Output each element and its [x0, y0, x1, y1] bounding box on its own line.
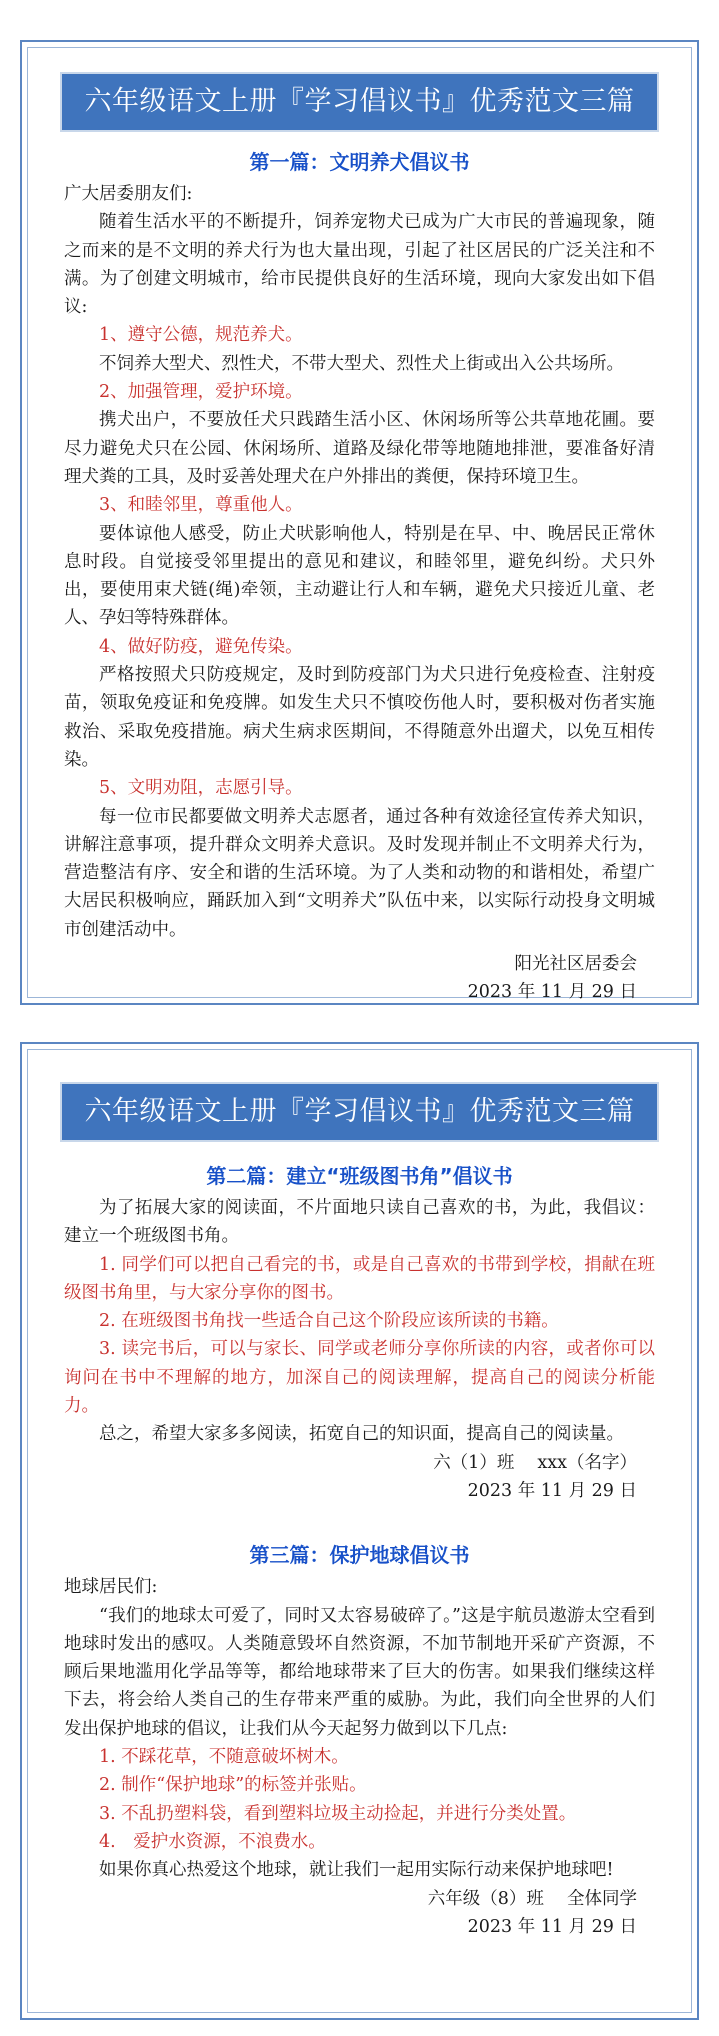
- section-spacer: [64, 1505, 655, 1535]
- article-1-paragraph-5: 每一位市民都要做文明养犬志愿者，通过各种有效途径宣传养犬知识，讲解注意事项，提升群众文明养犬意识。及时发现并制止不文明养犬行为，营造整洁有序、安全和谐的生活环境。为了人类和动物的和谐相处，希望广大居民积极响应，踊跃加入到“文明养犬”队伍中来，以实际行动投身文明城市创建活动中。: [64, 806, 655, 940]
- article-3-title: 第三篇：保护地球倡议书: [249, 1543, 470, 1568]
- article-1-paragraph-1: 不饲养大型犬、烈性犬，不带大型犬、烈性犬上街或出入公共场所。: [99, 353, 624, 374]
- article-2-item-2: 2. 在班级图书角找一些适合自己这个阶段应该所读的书籍。: [99, 1311, 559, 1332]
- article-3-item-2: 2. 制作“保护地球”的标签并张贴。: [99, 1775, 367, 1796]
- article-2-date: 2023 年 11 月 29 日: [467, 1480, 637, 1501]
- article-1-title: 第一篇：文明养犬倡议书: [249, 150, 470, 174]
- page-card-2: [20, 1042, 699, 2020]
- page-title-banner: 六年级语文上册『学习倡议书』优秀范文三篇: [60, 72, 659, 132]
- article-1-signer: 阳光社区居委会: [514, 954, 637, 975]
- article-2-signer: 六（1）班 xxx（名字）: [433, 1452, 637, 1473]
- article-1-greeting: 广大居委朋友们:: [64, 184, 193, 204]
- article-3-item-1: 1. 不踩花草，不随意破坏树木。: [99, 1747, 349, 1768]
- page-title-banner: 六年级语文上册『学习倡议书』优秀范文三篇: [60, 1082, 659, 1142]
- article-3-intro: “我们的地球太可爱了，同时又太容易破碎了。”这是宇航员遨游太空看到地球时发出的感叹。人类随意毁坏自然资源，不加节制地开采矿产资源，不顾后果地滥用化学品等等，都给地球带来了巨大的伤害。如果我们继续这样下去，将会给人类自己的生存带来严重的威胁。为此，我们向全世界的人们发出保护地球的倡议，让我们从今天起努力做到以下几点:: [64, 1605, 655, 1739]
- article-2-title: 第二篇：建立“班级图书角”倡议书: [206, 1164, 513, 1188]
- article-1-date: 2023 年 11 月 29 日: [467, 982, 637, 1003]
- article-2-conclusion: 总之，希望大家多多阅读，拓宽自己的知识面，提高自己的阅读量。: [99, 1424, 624, 1445]
- article-1-heading-4: 4、做好防疫，避免传染。: [99, 636, 303, 657]
- page-card-1: [20, 40, 699, 1005]
- article-2-item-1: 1. 同学们可以把自己看完的书，或是自己喜欢的书带到学校，捐献在班级图书角里，与大家分享你的图书。: [64, 1254, 655, 1303]
- article-3-greeting: 地球居民们:: [64, 1577, 158, 1598]
- article-1-paragraph-4: 严格按照犬只防疫规定，及时到防疫部门为犬只进行免疫检查、注射疫苗，领取免疫证和免疫牌。如发生犬只不慎咬伤他人时，要积极对伤者实施救治、采取免疫措施。病犬生病求医期间，不得随意外出遛犬，以免互相传染。: [64, 665, 655, 770]
- article-3-date: 2023 年 11 月 29 日: [467, 1916, 637, 1937]
- article-1-heading-5: 5、文明劝阻，志愿引导。: [99, 778, 303, 799]
- article-1-heading-2: 2、加强管理，爱护环境。: [99, 382, 303, 403]
- article-3-item-4: 4. 爱护水资源，不浪费水。: [99, 1831, 326, 1852]
- article-3-signer: 六年级（8）班 全体同学: [427, 1888, 637, 1909]
- articles-2-3: [64, 1156, 655, 1941]
- article-2-item-3: 3. 读完书后，可以与家长、同学或老师分享你所读的内容，或者你可以询问在书中不理解的地方，加深自己的阅读理解，提高自己的阅读分析能力。: [64, 1339, 655, 1417]
- article-3-item-3: 3. 不乱扔塑料袋，看到塑料垃圾主动捡起，并进行分类处置。: [99, 1803, 577, 1824]
- article-1-paragraph-2: 携犬出户，不要放任犬只践踏生活小区、休闲场所等公共草地花圃。要尽力避免犬只在公园、休闲场所、道路及绿化带等地随地排泄，要准备好清理犬粪的工具，及时妥善处理犬在户外排出的粪便，保持环境卫生。: [64, 410, 655, 487]
- article-1: [64, 142, 655, 1007]
- article-1-intro: 随着生活水平的不断提升，饲养宠物犬已成为广大市民的普遍现象，随之而来的是不文明的养犬行为也大量出现，引起了社区居民的广泛关注和不满。为了创建文明城市，给市民提供良好的生活环境，现向大家发出如下倡议:: [64, 212, 655, 318]
- article-1-heading-1: 1、遵守公德，规范养犬。: [99, 325, 303, 346]
- article-3-conclusion: 如果你真心热爱这个地球，就让我们一起用实际行动来保护地球吧!: [99, 1860, 614, 1881]
- article-2-intro: 为了拓展大家的阅读面，不片面地只读自己喜欢的书，为此，我倡议：建立一个班级图书角。: [64, 1198, 655, 1247]
- article-1-paragraph-3: 要体谅他人感受，防止犬吠影响他人，特别是在早、中、晚居民正常休息时段。自觉接受邻里提出的意见和建议，和睦邻里，避免纠纷。犬只外出，要使用束犬链(绳)牵领，主动避让行人和车辆，避免犬只接近儿童、老人、孕妇等特殊群体。: [64, 523, 655, 629]
- article-1-heading-3: 3、和睦邻里，尊重他人。: [99, 495, 303, 516]
